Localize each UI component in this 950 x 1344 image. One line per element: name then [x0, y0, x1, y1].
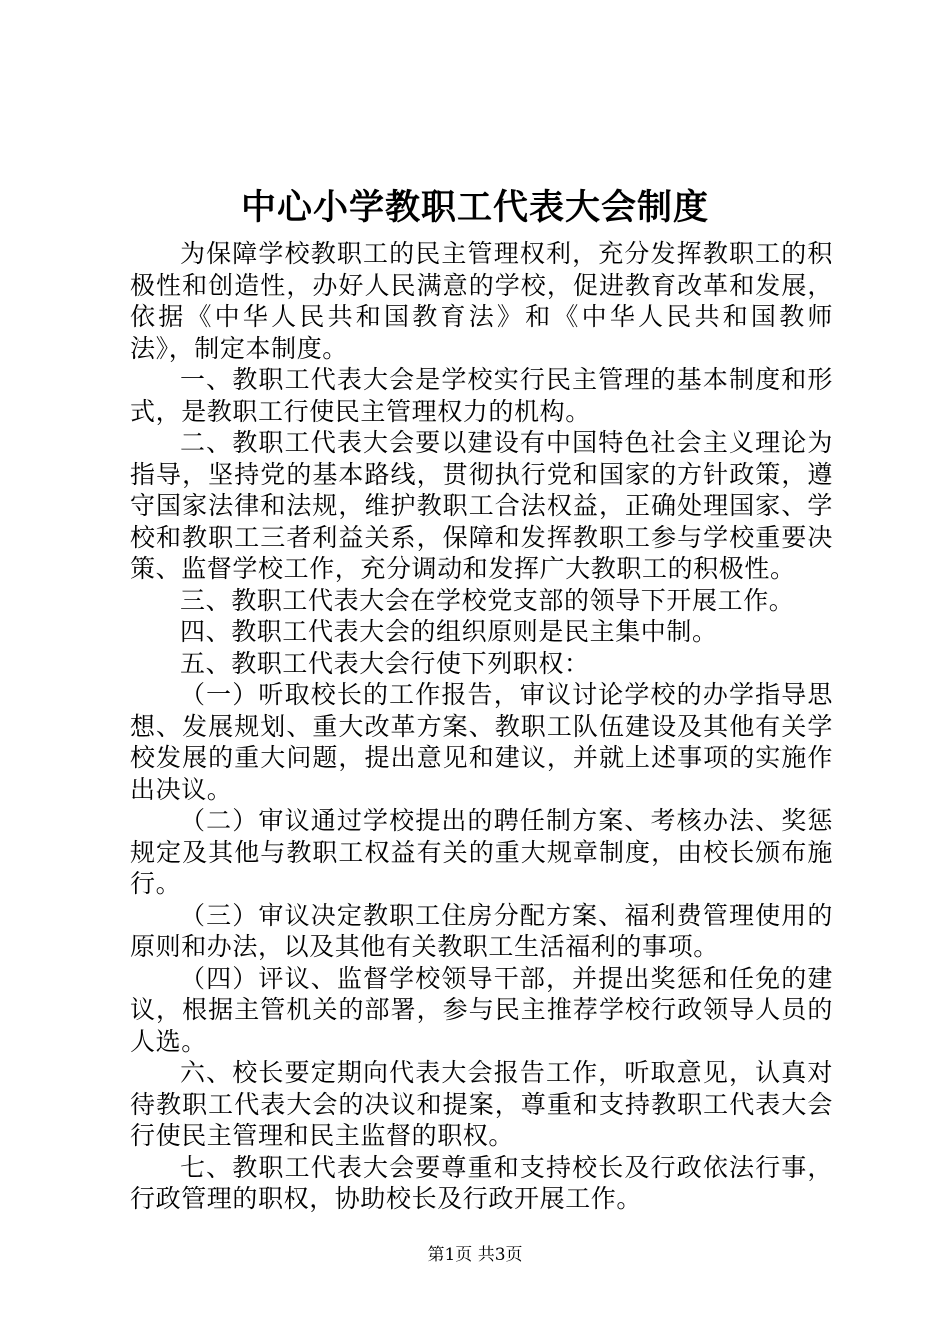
paragraph-item-1: （一）听取校长的工作报告，审议讨论学校的办学指导思想、发展规划、重大改革方案、教职工队伍建设及其他有关学校发展的重大问题，提出意见和建议，并就上述事项的实施作出决议。	[130, 680, 833, 804]
document-body	[130, 238, 833, 1215]
page-title: 中心小学教职工代表大会制度	[240, 187, 709, 228]
paragraph-preamble: 为保障学校教职工的民主管理权利，充分发挥教职工的积极性和创造性，办好人民满意的学校，促进教育改革和发展，依据《中华人民共和国教育法》和《中华人民共和国教师法》，制定本制度。	[130, 239, 833, 363]
page-footer: 第1页 共3页	[427, 1245, 523, 1265]
paragraph-item-2: （二）审议通过学校提出的聘任制方案、考核办法、奖惩规定及其他与教职工权益有关的重大规章制度，由校长颁布施行。	[130, 806, 833, 898]
paragraph-item-3: （三）审议决定教职工住房分配方案、福利费管理使用的原则和办法，以及其他有关教职工生活福利的事项。	[130, 900, 833, 961]
paragraph-article-7: 七、教职工代表大会要尊重和支持校长及行政依法行事，行政管理的职权，协助校长及行政开展工作。	[130, 1152, 833, 1213]
paragraph-article-1: 一、教职工代表大会是学校实行民主管理的基本制度和形式，是教职工行使民主管理权力的机构。	[130, 365, 833, 426]
paragraph-article-4: 四、教职工代表大会的组织原则是民主集中制。	[180, 617, 718, 646]
paragraph-article-2: 二、教职工代表大会要以建设有中国特色社会主义理论为指导，坚持党的基本路线，贯彻执行党和国家的方针政策，遵守国家法律和法规，维护教职工合法权益，正确处理国家、学校和教职工三者利益关系，保障和发挥教职工参与学校重要决策、监督学校工作，充分调动和发挥广大教职工的积极性。	[130, 428, 833, 583]
paragraph-article-6: 六、校长要定期向代表大会报告工作，听取意见，认真对待教职工代表大会的决议和提案，尊重和支持教职工代表大会行使民主管理和民主监督的职权。	[130, 1058, 833, 1150]
paragraph-article-3: 三、教职工代表大会在学校党支部的领导下开展工作。	[180, 585, 795, 615]
paragraph-article-5: 五、教职工代表大会行使下列职权：	[180, 648, 590, 678]
paragraph-item-4: （四）评议、监督学校领导干部，并提出奖惩和任免的建议，根据主管机关的部署，参与民主推荐学校行政领导人员的人选。	[130, 963, 833, 1056]
